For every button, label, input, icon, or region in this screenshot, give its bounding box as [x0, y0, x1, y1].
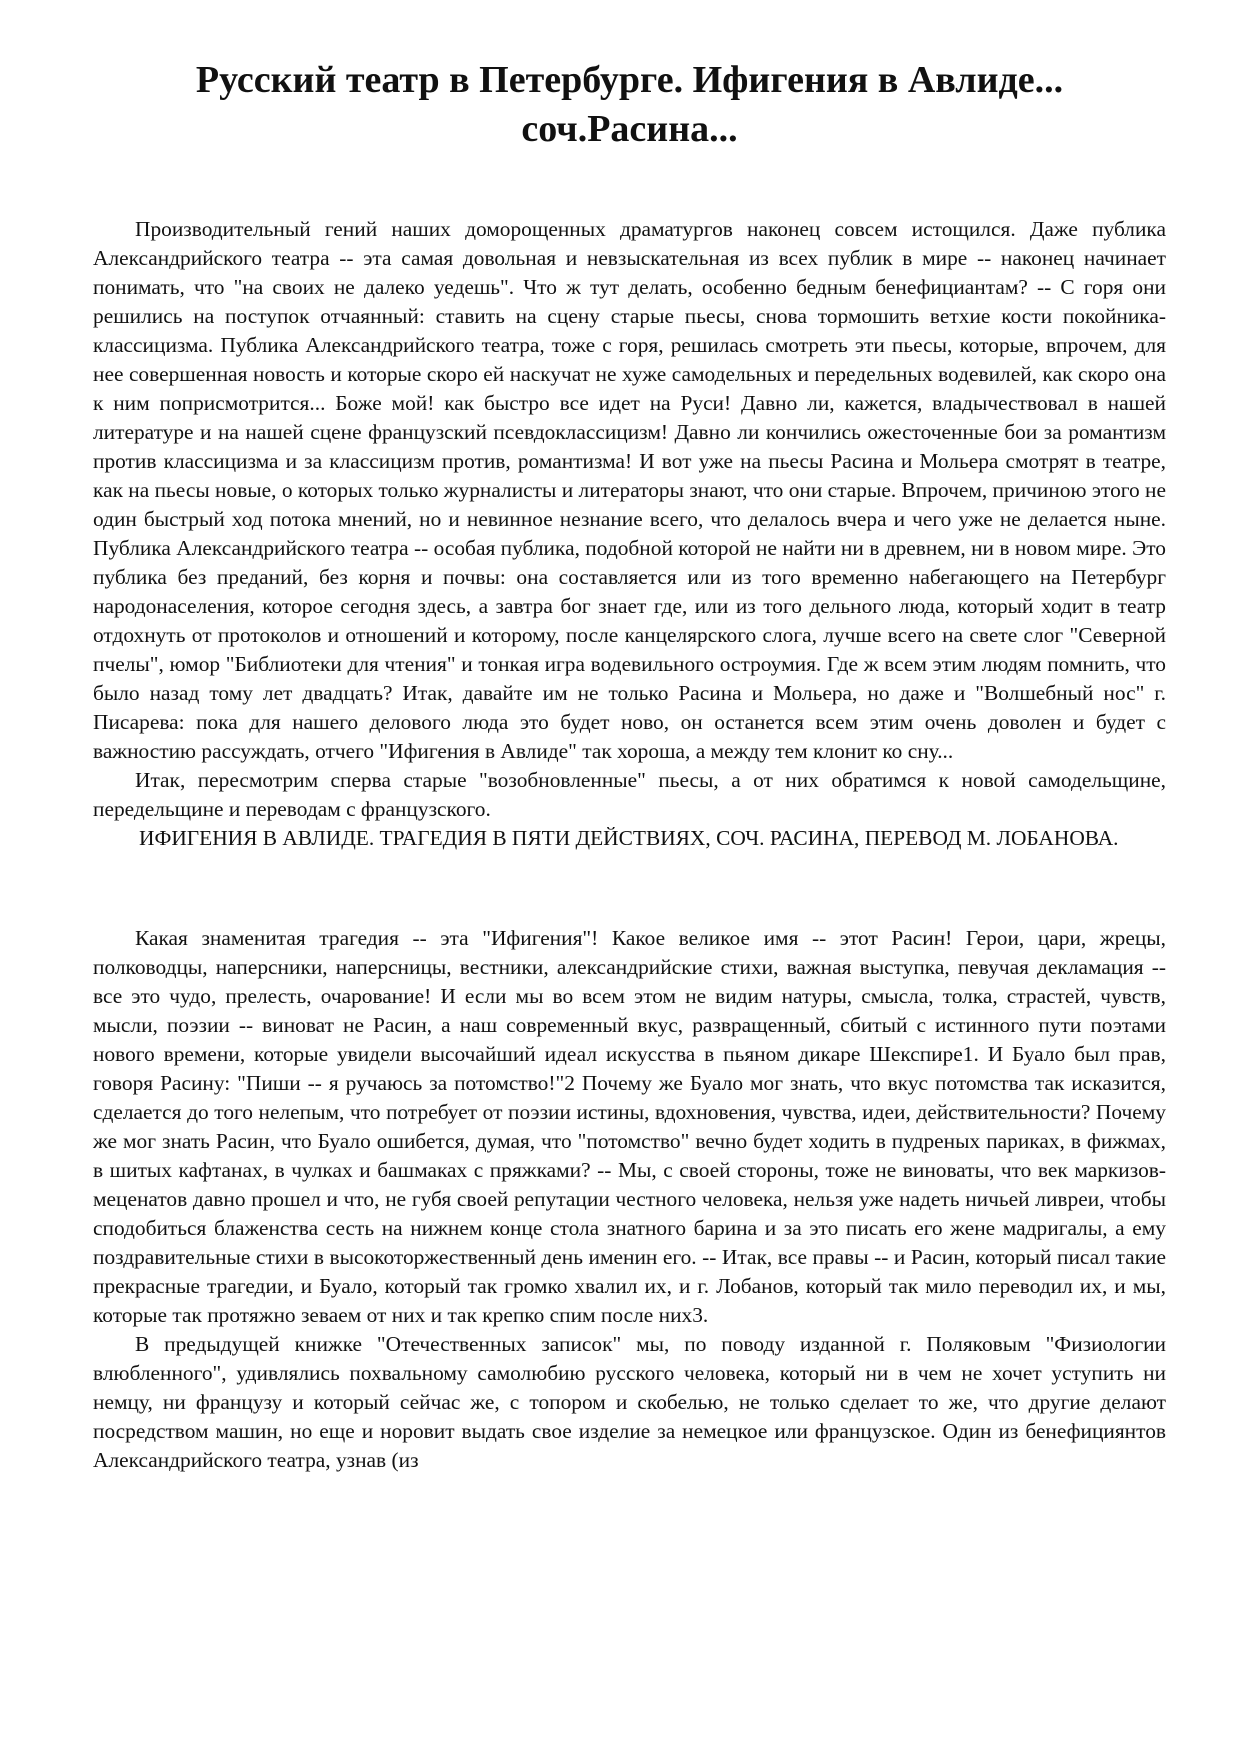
- paragraph: Производительный гений наших доморощенных драматургов наконец совсем истощился. Даже публика Александрийского театра -- эта самая довольная и невзыскательная из всех публик в мире -- наконец начинает понимать, что "на своих не далеко уедешь". Что ж тут делать, особенно бедным бенефициантам? -- С горя они решились на поступок отчаянный: ставить на сцену старые пьесы, снова тормошить ветхие кости покойника-классицизма. Публика Александрийского театра, тоже с горя, решилась смотреть эти пьесы, которые, впрочем, для нее совершенная новость и которые скоро ей наскучат не хуже самодельных и передельных водевилей, как скоро она к ним поприсмотрится... Боже мой! как быстро все идет на Руси! Давно ли, кажется, владычествовал в нашей литературе и на нашей сцене французский псевдоклассицизм! Давно ли кончились ожесточенные бои за романтизм против классицизма и за классицизм против, романтизма! И вот уже на пьесы Расина и Мольера смотрят в театре, как на пьесы новые, о которых только журналисты и литераторы знают, что они старые. Впрочем, причиною этого не один быстрый ход потока мнений, но и невинное незнание всего, что делалось вчера и чего уже не делается ныне. Публика Александрийского театра -- особая публика, подобной которой не найти ни в древнем, ни в новом мире. Это публика без преданий, без корня и почвы: она составляется или из того временно набегающего на Петербург народонаселения, которое сегодня здесь, а завтра бог знает где, или из того дельного люда, который ходит в театр отдохнуть от протоколов и отношений и которому, после канцелярского слога, лучше всего на свете слог "Северной пчелы", юмор "Библиотеки для чтения" и тонкая игра водевильного остроумия. Где ж всем этим людям помнить, что было назад тому лет двадцать? Итак, давайте им не только Расина и Мольера, но даже и "Волшебный нос" г. Писарева: пока для нашего делового люда это будет ново, он останется всем этим очень доволен и будет с важностию рассуждать, отчего "Ифигения в Авлиде" так хороша, а между тем клонит ко сну...: [93, 217, 1166, 764]
- paragraph: В предыдущей книжке "Отечественных записок" мы, по поводу изданной г. Поляковым "Физиологии влюбленного", удивлялись похвальному самолюбию русского человека, который ни в чем не хочет уступить ни немцу, ни французу и который сейчас же, с топором и скобелью, не только сделает то же, что другие делают посредством машин, но еще и норовит выдать свое изделие за немецкое или французское. Один из бенефициянтов Александрийского театра, узнав (из: [93, 1332, 1166, 1473]
- section-heading: ИФИГЕНИЯ В АВЛИДЕ. ТРАГЕДИЯ В ПЯТИ ДЕЙСТВИЯХ, СОЧ. РАСИНА, ПЕРЕВОД М. ЛОБАНОВА.: [139, 826, 1119, 851]
- paragraph: Какая знаменитая трагедия -- эта "Ифигения"! Какое великое имя -- этот Расин! Герои, цари, жрецы, полководцы, наперсники, наперсницы, вестники, александрийские стихи, важная выступка, певучая декламация -- все это чудо, прелесть, очарование! И если мы во всем этом не видим натуры, смысла, толка, страстей, чувств, мысли, поэзии -- виноват не Расин, а наш современный вкус, развращенный, сбитый с истинного пути поэтами нового времени, которые увидели высочайший идеал искусства в пьяном дикаре Шекспире1. И Буало был прав, говоря Расину: "Пиши -- я ручаюсь за потомство!"2 Почему же Буало мог знать, что вкус потомства так исказится, сделается до того нелепым, что потребует от поэзии истины, вдохновения, чувства, идеи, действительности? Почему же мог знать Расин, что Буало ошибется, думая, что "потомство" вечно будет ходить в пудреных париках, в фижмах, в шитых кафтанах, в чулках и башмаках с пряжками? -- Мы, с своей стороны, тоже не виноваты, что век маркизов-меценатов давно прошел и что, не губя своей репутации честного человека, нельзя уже надеть ничьей ливреи, чтобы сподобиться блаженства сесть на нижнем конце стола знатного барина и за это писать его жене мадригалы, а ему поздравительные стихи в высокоторжественный день именин его. -- Итак, все правы -- и Расин, который писал такие прекрасные трагедии, и Буало, который так громко хвалил их, и г. Лобанов, который так мило переводил их, и мы, которые так протяжно зеваем от них и так крепко спим после них3.: [93, 926, 1166, 1328]
- document-title: Русский театр в Петербурге. Ифигения в Авлиде... соч.Расина...: [195, 59, 1064, 150]
- paragraph: Итак, пересмотрим сперва старые "возобновленные" пьесы, а от них обратимся к новой самодельщине, передельщине и переводам с французского.: [93, 768, 1166, 822]
